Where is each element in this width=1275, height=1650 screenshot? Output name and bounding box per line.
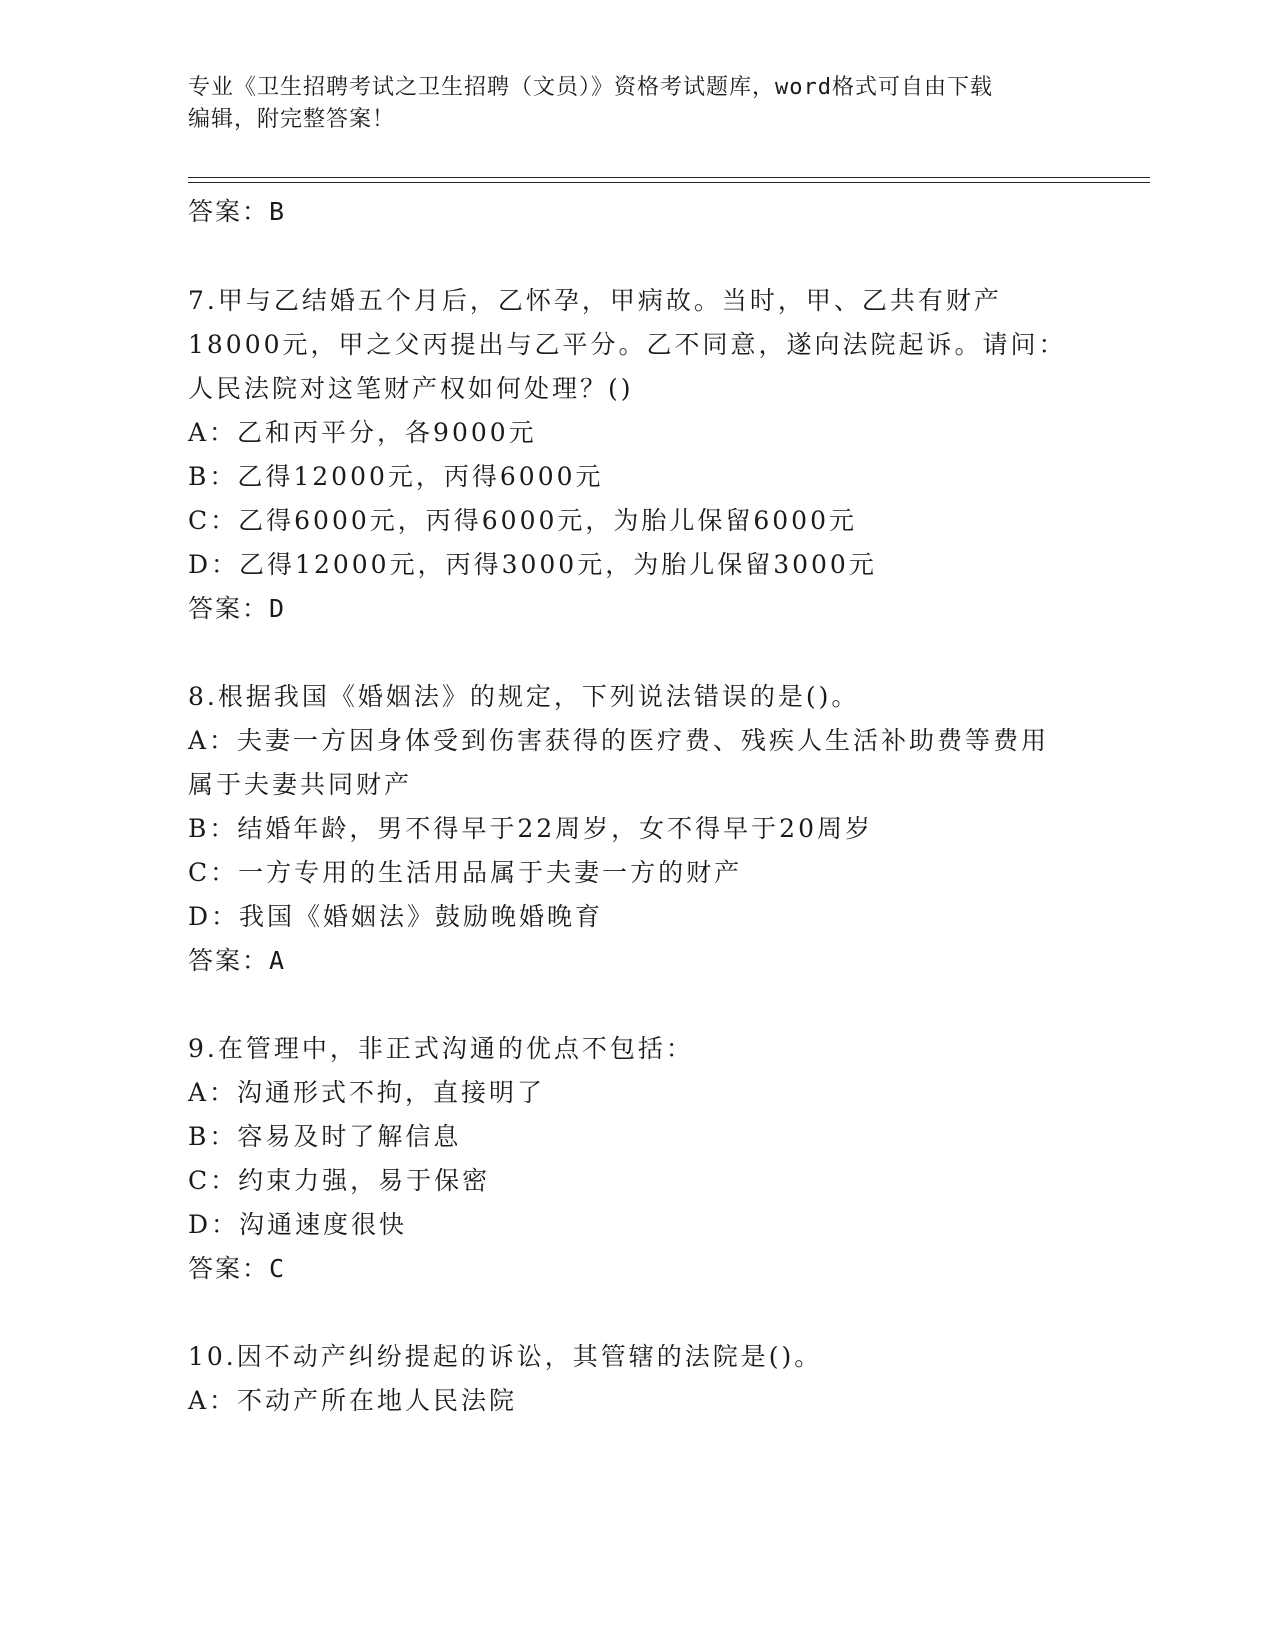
question-7-option-c: C：乙得6000元，丙得6000元，为胎儿保留6000元: [188, 506, 857, 535]
question-8-option-d: D：我国《婚姻法》鼓励晚婚晚育: [188, 902, 604, 931]
header-divider-top: [188, 177, 1150, 178]
question-9-answer: 答案：C: [188, 1254, 287, 1283]
question-7-option-d: D：乙得12000元，丙得3000元，为胎儿保留3000元: [188, 550, 877, 579]
answer-prev: 答案：B: [188, 197, 287, 226]
question-8-stem: 8.根据我国《婚姻法》的规定，下列说法错误的是()。: [188, 682, 860, 711]
question-9-stem: 9.在管理中，非正式沟通的优点不包括：: [188, 1034, 694, 1063]
document-header: [188, 72, 1068, 136]
question-9-option-c: C：约束力强，易于保密: [188, 1166, 491, 1195]
header-line-2: 编辑，附完整答案！: [188, 107, 396, 132]
question-10-option-a: A：不动产所在地人民法院: [188, 1386, 518, 1415]
header-divider-bottom: [188, 182, 1150, 183]
question-7-stem-1: 7.甲与乙结婚五个月后，乙怀孕，甲病故。当时，甲、乙共有财产: [188, 286, 1002, 315]
question-8-option-b: B：结婚年龄，男不得早于22周岁，女不得早于20周岁: [188, 814, 873, 843]
question-8-answer: 答案：A: [188, 946, 287, 975]
question-8-option-a: A：夫妻一方因身体受到伤害获得的医疗费、残疾人生活补助费等费用: [188, 726, 1050, 755]
question-7-stem-3: 人民法院对这笔财产权如何处理？(): [188, 374, 634, 403]
question-7-stem-2: 18000元，甲之父丙提出与乙平分。乙不同意，遂向法院起诉。请问：: [188, 330, 1067, 359]
question-10-stem: 10.因不动产纠纷提起的诉讼，其管辖的法院是()。: [188, 1342, 823, 1371]
question-7-answer: 答案：D: [188, 594, 287, 623]
question-7-option-b: B：乙得12000元，丙得6000元: [188, 462, 604, 491]
header-line-1: 专业《卫生招聘考试之卫生招聘（文员）》资格考试题库，word格式可自由下载: [188, 75, 993, 100]
question-9-option-d: D：沟通速度很快: [188, 1210, 408, 1239]
question-8-option-a-cont: 属于夫妻共同财产: [188, 770, 413, 799]
question-7-option-a: A：乙和丙平分，各9000元: [188, 418, 537, 447]
question-8-option-c: C：一方专用的生活用品属于夫妻一方的财产: [188, 858, 743, 887]
question-9-option-a: A：沟通形式不拘，直接明了: [188, 1078, 546, 1107]
question-9-option-b: B：容易及时了解信息: [188, 1122, 462, 1151]
